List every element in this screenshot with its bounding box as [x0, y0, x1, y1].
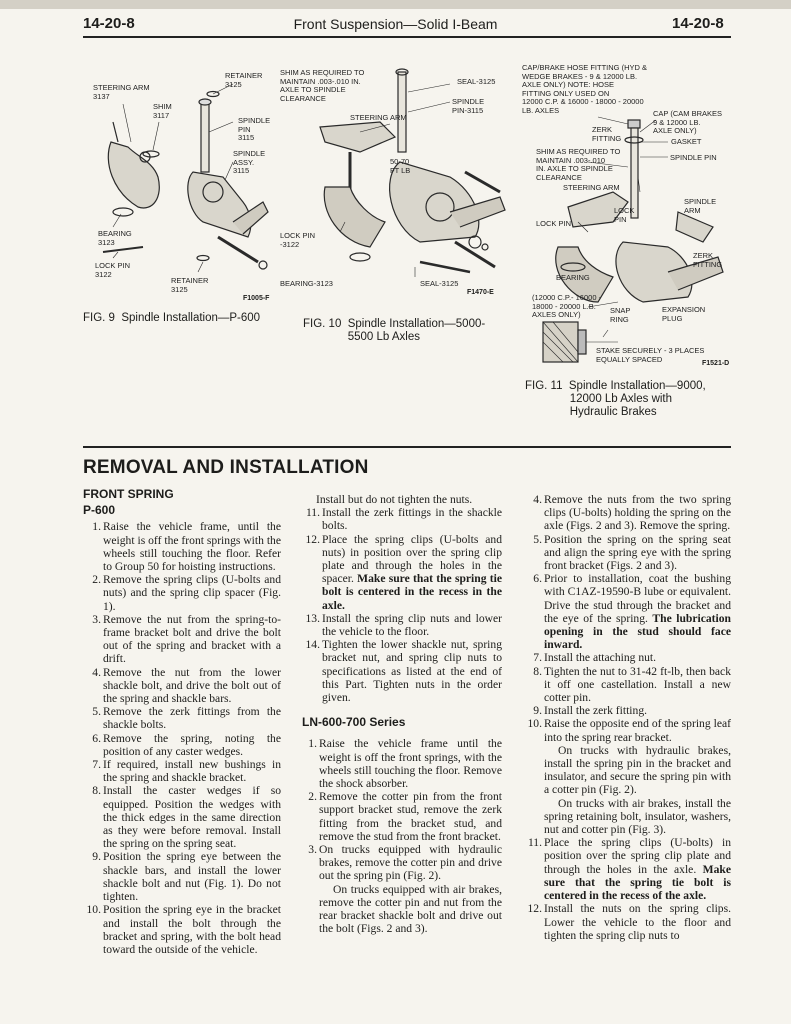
step-number: 2. — [92, 573, 101, 587]
step-text: Place the spring clips (U-bolts and nuts) in position over the spring clip plate and through the holes in the spacer. — [322, 532, 502, 586]
fig10-id: F1470-E — [467, 289, 494, 296]
step-text: Raise the opposite end of the spring leaf into the spring rear bracket. — [544, 717, 731, 744]
step-number: 8. — [533, 664, 542, 678]
fig11-label-zerk-bottom: ZERK FITTING — [693, 251, 723, 269]
fig10-caption: FIG. 10 Spindle Installation—5000- 5500 Lb Axles — [303, 318, 486, 343]
step-item — [302, 638, 502, 704]
step-text: Raise the vehicle frame until the weight is off the front springs, with the wheels still touching the floor. Remove the shock absorber. — [319, 737, 502, 791]
step-item — [83, 705, 281, 731]
step-number: 5. — [92, 705, 101, 719]
step-item — [83, 732, 281, 758]
fig11-label-stake: STAKE SECURELY - 3 PLACES EQUALLY SPACED — [596, 346, 705, 364]
fig11-label-spindle-arm: SPINDLE ARM — [684, 197, 717, 215]
step-text: Install the nuts on the spring clips. Lower the vehicle to the floor and tighten the spring clip nuts to — [544, 902, 731, 942]
step-item — [302, 506, 502, 532]
step-text: Position the spring eye in the bracket and install the bolt through the bracket and spring, with the bolt head toward the outside of the vehicle. — [103, 903, 281, 956]
step-item — [83, 573, 281, 613]
step-number: 11. — [305, 506, 320, 520]
step-number: 11. — [527, 836, 542, 850]
column-2 — [302, 493, 502, 936]
running-header-title: Front Suspension—Solid I-Beam — [293, 16, 498, 32]
step-emphasis: Make sure that the spring tie bolt is centered in the recess of the axle. — [544, 862, 731, 903]
page-number-left: 14-20-8 — [83, 15, 135, 32]
p600-subheading: P-600 — [83, 503, 116, 518]
step-number: 14. — [305, 638, 320, 652]
step-text: Remove the zerk fittings from the shackle bolts. — [103, 705, 281, 732]
step-item — [302, 843, 502, 883]
step-text: Remove the nut from the lower shackle bolt, and drive the bolt out of the spring and shackle bars. — [103, 665, 281, 706]
step-number: 1. — [92, 520, 101, 534]
fig11-id: F1521-D — [702, 360, 730, 367]
front-spring-heading: FRONT SPRING — [83, 487, 174, 501]
step-item — [302, 737, 502, 790]
step-item — [83, 784, 281, 850]
step-number: 3. — [92, 612, 101, 626]
fig10-label-bearing: BEARING-3123 — [280, 279, 333, 288]
fig10-label-lock-pin: LOCK PIN -3122 — [280, 231, 316, 249]
fig10-label-seal-bottom: SEAL-3125 — [420, 279, 459, 288]
step-item — [302, 612, 502, 638]
figure-9 — [83, 62, 283, 342]
col3-steps-a — [524, 493, 731, 744]
step-number: 7. — [533, 651, 542, 665]
fig10-label-seal-top: SEAL-3125 — [457, 77, 496, 86]
step-text: Tighten the nut to 31-42 ft-lb, then back it off one castellation. Install a new cotter pin. — [544, 664, 731, 705]
step-number: 6. — [533, 572, 542, 586]
step-number: 2. — [308, 790, 317, 804]
step-text: Prior to installation, coat the bushing with C1AZ-19590-B lube or equivalent. Drive the stud through the bracket and the eye of the spring. — [544, 572, 731, 625]
step-emphasis: The lubrication opening in the stud should face inward. — [544, 611, 731, 652]
step-text: If required, install new bushings in the spring and shackle bracket. — [103, 758, 281, 785]
section-rule — [83, 446, 731, 448]
step-item — [524, 533, 731, 573]
fig9-label-lock-pin: LOCK PIN 3122 — [95, 261, 131, 279]
step-number: 9. — [92, 850, 101, 864]
col3-para2: On trucks with air brakes, install the spring retaining bolt, insulator, washers, nut and cotter pin (Fig. 3). — [544, 796, 731, 837]
fig11-label-snap-ring: SNAP RING — [610, 306, 631, 324]
fig11-label-axles-note: (12000 C.P.- 16000 - 18000 - 20000 L.B. AXLES ONLY) — [532, 293, 602, 319]
fig10-label-spindle-pin: SPINDLE PIN-3115 — [452, 97, 485, 115]
column-3 — [524, 493, 731, 942]
step-item — [302, 790, 502, 843]
fig9-label-shim: SHIM 3117 — [153, 102, 172, 120]
fig11-label-bearing: BEARING — [556, 273, 590, 282]
step-item — [524, 717, 731, 743]
fig9-label-steering-arm: STEERING ARM 3137 — [93, 83, 150, 101]
step-number: 4. — [533, 493, 542, 506]
step-text: On trucks equipped with hydraulic brakes, remove the cotter pin and drive out the spring pin (Fig. 2). — [319, 843, 502, 883]
page-number-right: 14-20-8 — [672, 15, 724, 32]
scan-top-band — [0, 0, 791, 9]
col1-steps — [83, 520, 281, 956]
step-text: Install the zerk fittings in the shackle bolts. — [322, 506, 502, 533]
step-item — [83, 520, 281, 573]
step-item — [83, 613, 281, 666]
fig10-label-torque: 50-70 FT LB — [390, 157, 411, 175]
step-item — [302, 533, 502, 612]
step-text: Remove the spring clips (U-bolts and nuts) and the spring clip spacer (Fig. 1). — [103, 573, 281, 613]
fig11-label-steering-arm: STEERING ARM — [563, 183, 620, 192]
step-item — [524, 493, 731, 533]
step-item — [524, 651, 731, 664]
step-item — [83, 903, 281, 956]
step-text: Raise the vehicle frame, until the weight is off the front springs with the wheels still touching the floor. Refer to Group 50 for hoisting instructions. — [103, 520, 281, 574]
step-number: 9. — [533, 704, 542, 718]
step-item — [83, 850, 281, 903]
step-item — [524, 704, 731, 717]
step-item — [83, 758, 281, 784]
fig11-label-cap-hose: CAP/BRAKE HOSE FITTING (HYD & WEDGE BRAKES - 9 & 12000 LB. AXLE ONLY) NOTE: HOSE FITTING ONLY USED ON 12000 C.P. & 16000 - 18000 - 20000 LB. AXLES — [522, 63, 648, 115]
fig11-label-zerk-top: ZERK FITTING — [592, 125, 622, 143]
step-number: 6. — [92, 731, 101, 745]
step-number: 10. — [86, 903, 101, 917]
col2-steps-a — [302, 506, 502, 704]
step-text: Position the spring eye between the shackle bars, and install the lower shackle bolt and nut (Fig. 1). Do not tighten. — [103, 850, 281, 904]
step-text: Install the attaching nut. — [544, 651, 657, 665]
fig11-label-shim: SHIM AS REQUIRED TO MAINTAIN .003-.010 IN. AXLE TO SPINDLE CLEARANCE — [536, 147, 621, 182]
step-number: 8. — [92, 784, 101, 798]
fig9-label-bearing: BEARING 3123 — [98, 229, 132, 247]
step-item — [524, 902, 731, 942]
fig11-label-lock-pin-left: LOCK PIN — [536, 219, 572, 228]
ln600-subheading: LN-600-700 Series — [302, 715, 406, 730]
step-item — [524, 572, 731, 651]
fig11-label-cap-cam: CAP (CAM BRAKES 9 & 12000 LB. AXLE ONLY) — [653, 109, 723, 135]
col3-steps-b — [524, 836, 731, 942]
step-number: 3. — [308, 843, 317, 857]
step-number: 5. — [533, 532, 542, 546]
column-1 — [83, 488, 281, 956]
step-emphasis: Make sure that the spring tie bolt is centered in the recess in the axle. — [322, 572, 502, 612]
step-text: Remove the spring, noting the position of any caster wedges. — [103, 731, 281, 758]
col2-para: On trucks equipped with air brakes, remove the cotter pin and nut from the rear bracket shackle bolt and drive out the bolt (Figs. 2 and 3). — [319, 882, 502, 936]
step-item — [524, 836, 731, 902]
section-title: REMOVAL AND INSTALLATION — [83, 457, 369, 478]
fig11-label-gasket: GASKET — [671, 137, 702, 146]
step-text: Tighten the lower shackle nut, spring bracket nut, and spring clip nuts to specifications as listed at the end of this Part. Tighten nuts in the order given. — [322, 638, 502, 705]
fig9-label-retainer-top: RETAINER 3125 — [225, 71, 263, 89]
col2-steps-b — [302, 737, 502, 882]
step-text: Position the spring on the spring seat and align the spring eye with the spring front bracket (Figs. 2 and 3). — [544, 532, 731, 573]
step-number: 4. — [92, 665, 101, 679]
step-text: Remove the cotter pin from the front support bracket stud, remove the zerk fitting from the bracket stud, and remove the stud from the front bracket. — [319, 790, 502, 843]
fig11-label-spindle-pin: SPINDLE PIN — [670, 153, 717, 162]
step-text: Install the zerk fitting. — [544, 704, 648, 718]
header-rule — [83, 36, 731, 38]
fig11-label-lock-pin-right: LOCK PIN — [614, 206, 635, 224]
figure-10 — [280, 62, 515, 352]
fig9-label-spindle-assy: SPINDLE ASSY. 3115 — [233, 149, 266, 175]
fig10-label-shim: SHIM AS REQUIRED TO MAINTAIN .003-.010 IN. AXLE TO SPINDLE CLEARANCE — [280, 68, 365, 103]
step-text: Install the caster wedges if so equipped. Position the wedges with the thick edges in the same direction as they were before removal. Install the spring on the spring seat. — [103, 784, 281, 851]
fig9-label-retainer-bottom: RETAINER 3125 — [171, 276, 209, 294]
step-number: 10. — [527, 717, 542, 731]
fig9-id: F1005-F — [243, 295, 270, 302]
col2-lead: Install but do not tighten the nuts. — [316, 493, 473, 506]
figure-11 — [522, 62, 733, 422]
step-number: 12. — [305, 532, 320, 546]
step-item — [83, 666, 281, 706]
fig11-caption: FIG. 11 Spindle Installation—9000, 12000 Lb Axles with Hydraulic Brakes — [525, 380, 706, 418]
fig9-label-spindle-pin: SPINDLE PIN 3115 — [238, 116, 271, 142]
step-text: Remove the nuts from the two spring clips (U-bolts) holding the spring on the axle (Figs. 2 and 3). Remove the spring. — [544, 493, 731, 533]
step-text: Install the spring clip nuts and lower the vehicle to the floor. — [322, 611, 502, 639]
fig9-caption: FIG. 9 Spindle Installation—P-600 — [83, 312, 261, 324]
fig11-label-expansion-plug: EXPANSION PLUG — [662, 305, 706, 323]
fig10-label-steering-arm: STEERING ARM — [350, 113, 407, 122]
step-number: 1. — [308, 737, 317, 751]
step-text: Remove the nut from the spring-to-frame bracket bolt and drive the bolt out of the spring and bracket with a drift. — [103, 612, 281, 666]
step-item — [524, 665, 731, 705]
step-number: 7. — [92, 758, 101, 772]
step-number: 12. — [527, 902, 542, 916]
step-number: 13. — [305, 611, 320, 625]
col3-para1: On trucks with hydraulic brakes, install the spring pin in the bracket and insulator, and secure the spring pin with a cotter pin (Fig. 2). — [544, 743, 731, 797]
step-text: Place the spring clips (U-bolts) in position over the spring clip plate and through the holes in the axle. — [544, 836, 731, 876]
